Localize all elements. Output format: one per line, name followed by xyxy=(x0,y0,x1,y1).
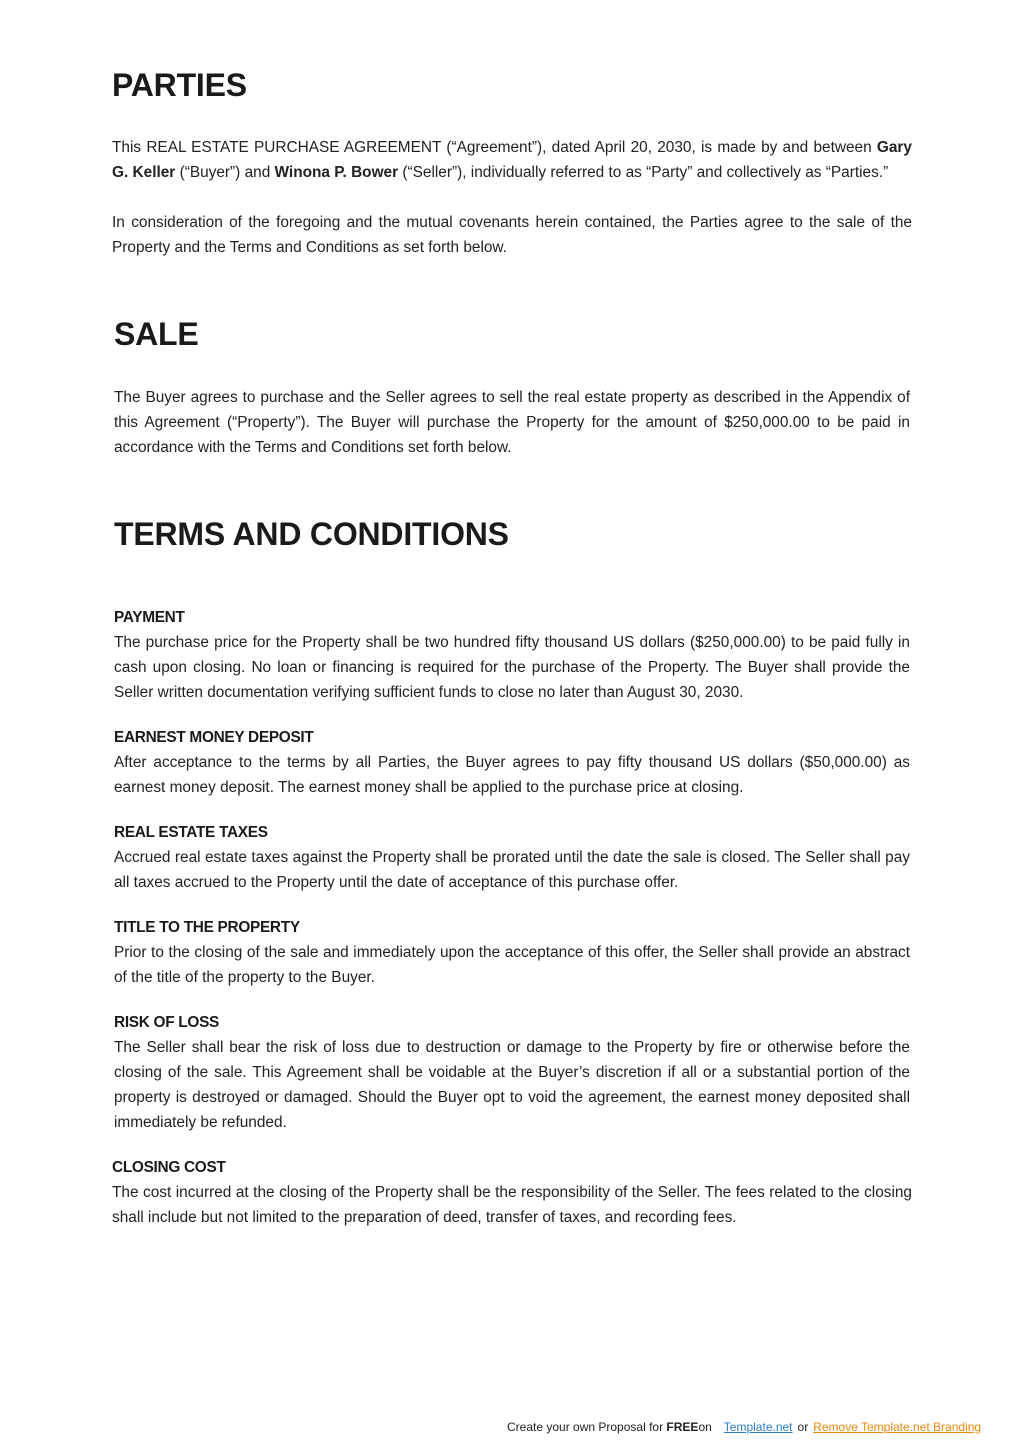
parties-intro-text-3: (“Seller”), individually referred to as “Party” and collectively as “Parties.” xyxy=(398,164,889,181)
parties-intro-text-1: This REAL ESTATE PURCHASE AGREEMENT (“Agreement”), dated April 20, 2030, is made by and between xyxy=(112,139,877,156)
term-body-risk-of-loss: The Seller shall bear the risk of loss due to destruction or damage to the Property by fire or otherwise before the closing of the sale. This Agreement shall be voidable at the Buyer’s discretion if all or a substantial portion of the property is destroyed or damaged. Should the Buyer opt to void the agreement, the earnest money deposited shall immediately be refunded. xyxy=(114,1039,910,1131)
term-title-closing-cost: CLOSING COST xyxy=(112,1159,226,1176)
sale-heading: SALE xyxy=(114,316,199,352)
term-body-payment: The purchase price for the Property shall be two hundred fifty thousand US dollars ($250,000.00) to be paid fully in cash upon closing. No loan or financing is required for the purchase of the Property. The Buyer shall provide the Seller written documentation verifying sufficient funds to close no later than August 30, 2030. xyxy=(114,634,910,701)
seller-name: Winona P. Bower xyxy=(274,164,399,181)
sale-paragraph: The Buyer agrees to purchase and the Seller agrees to sell the real estate property as described in the Appendix of this Agreement (“Property”). The Buyer will purchase the Property for the amount of $250,000.00 to be paid in accordance with the Terms and Conditions set forth below. xyxy=(114,389,910,456)
term-title-title-to-property: TITLE TO THE PROPERTY xyxy=(114,919,300,936)
footer-or: or xyxy=(797,1420,809,1434)
terms-heading: TERMS AND CONDITIONS xyxy=(114,516,509,552)
parties-intro-paragraph xyxy=(112,135,912,185)
term-title-earnest-money: EARNEST MONEY DEPOSIT xyxy=(114,729,314,746)
footer-on: on xyxy=(698,1420,712,1434)
remove-branding-link[interactable]: Remove Template.net Branding xyxy=(813,1420,982,1434)
term-title-payment: PAYMENT xyxy=(114,609,185,626)
term-body-closing-cost: The cost incurred at the closing of the Property shall be the responsibility of the Seller. The fees related to the closing shall include but not limited to the preparation of deed, transfer of taxes, and recording fees. xyxy=(112,1184,912,1226)
template-net-link[interactable]: Template.net xyxy=(723,1420,793,1434)
term-title-real-estate-taxes: REAL ESTATE TAXES xyxy=(114,824,268,841)
term-body-earnest-money: After acceptance to the terms by all Parties, the Buyer agrees to pay fifty thousand US dollars ($50,000.00) as earnest money deposit. The earnest money shall be applied to the purchase price at closing. xyxy=(114,754,910,796)
term-title-risk-of-loss: RISK OF LOSS xyxy=(114,1014,219,1031)
footer-free: FREE xyxy=(666,1420,699,1434)
template-footer xyxy=(507,1418,981,1436)
buyer-name: Gary G. Keller xyxy=(112,139,912,181)
parties-heading: PARTIES xyxy=(112,67,247,103)
parties-consideration-paragraph: In consideration of the foregoing and the mutual covenants herein contained, the Parties agree to the sale of the Property and the Terms and Conditions as set forth below. xyxy=(112,214,912,256)
term-body-real-estate-taxes: Accrued real estate taxes against the Property shall be prorated until the date the sale is closed. The Seller shall pay all taxes accrued to the Property until the date of acceptance of this purchase offer. xyxy=(114,849,910,891)
term-body-title-to-property: Prior to the closing of the sale and immediately upon the acceptance of this offer, the Seller shall provide an abstract of the title of the property to the Buyer. xyxy=(114,944,910,986)
parties-intro-text-2: (“Buyer”) and xyxy=(175,164,275,181)
footer-prefix: Create your own Proposal for xyxy=(507,1420,667,1434)
